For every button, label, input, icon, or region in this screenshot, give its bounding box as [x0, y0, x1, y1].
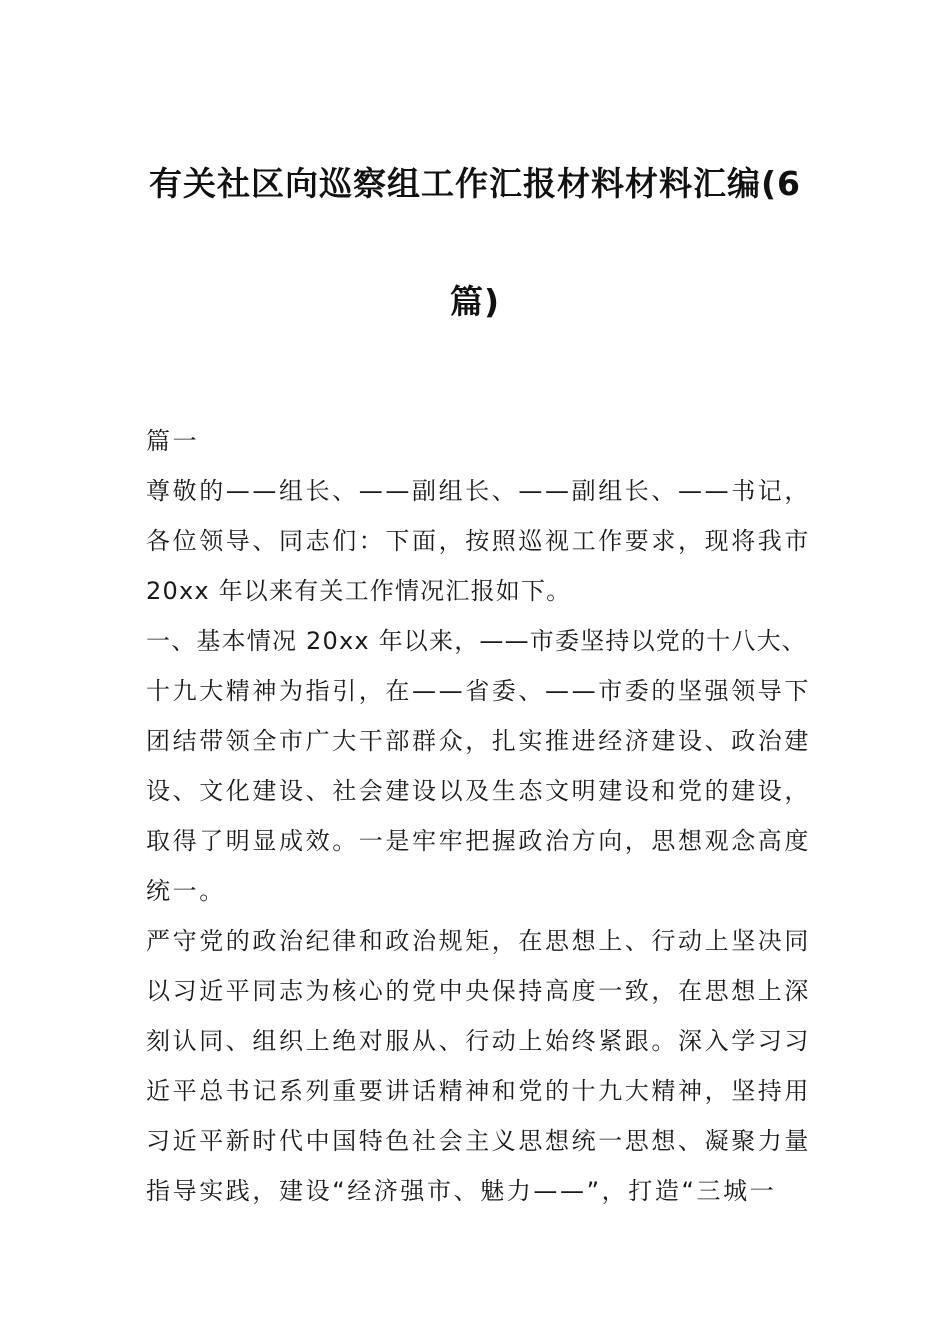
body-line: 严守党的政治纪律和政治规矩，在思想上、行动上坚决同 [146, 927, 811, 955]
body-line: 一、基本情况 20xx 年以来，——市委坚持以党的十八大、 [146, 627, 808, 655]
body-line: 以习近平同志为核心的党中央保持高度一致，在思想上深 [146, 977, 811, 1005]
body-line: 设、文化建设、社会建设以及生态文明建设和党的建设， [146, 777, 811, 805]
body-line: 20xx 年以来有关工作情况汇报如下。 [146, 577, 572, 605]
document-title-line-1: 有关社区向巡察组工作汇报材料材料汇编(6 [148, 164, 802, 203]
body-line: 近平总书记系列重要讲话精神和党的十九大精神，坚持用 [146, 1077, 811, 1105]
body-line: 各位领导、同志们：下面，按照巡视工作要求，现将我市 [146, 527, 811, 555]
body-line: 刻认同、组织上绝对服从、行动上始终紧跟。深入学习习 [146, 1027, 811, 1055]
body-line: 尊敬的——组长、——副组长、——副组长、——书记， [146, 477, 811, 505]
document-title-line-2: 篇) [449, 282, 501, 321]
body-line: 团结带领全市广大干部群众，扎实推进经济建设、政治建 [146, 727, 811, 755]
body-line: 习近平新时代中国特色社会主义思想统一思想、凝聚力量 [146, 1127, 811, 1155]
body-line: 统一。 [146, 877, 226, 905]
section-heading: 篇一 [146, 427, 200, 455]
document-body [146, 416, 816, 1216]
body-line: 取得了明显成效。一是牢牢把握政治方向，思想观念高度 [146, 827, 811, 855]
body-line: 十九大精神为指引，在——省委、——市委的坚强领导下 [146, 677, 811, 705]
body-line: 指导实践，建设“经济强市、魅力——”，打造“三城一 [146, 1177, 777, 1205]
